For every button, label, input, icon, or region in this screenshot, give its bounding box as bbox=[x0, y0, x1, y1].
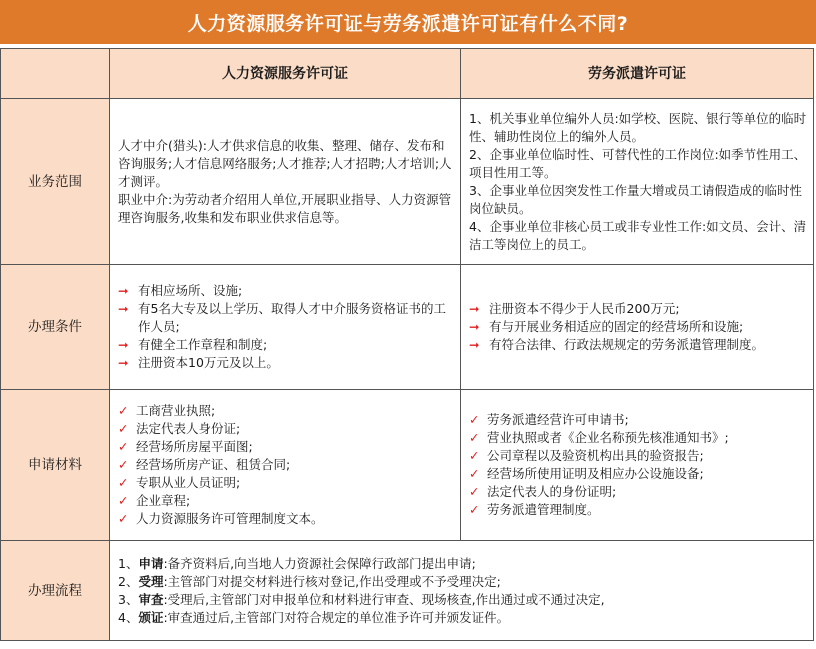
step-text: :备齐资料后,向当地人力资源社会保障行政部门提出申请; bbox=[163, 555, 476, 571]
scope-left-text: 职业中介:为劳动者介绍用人单位,开展职业指导、人力资源管理咨询服务,收集和发布职业供求信息等。 bbox=[118, 191, 452, 225]
list-item-text: 企业章程; bbox=[136, 493, 191, 508]
scope-left-cell bbox=[110, 99, 461, 265]
step-name: 审查 bbox=[138, 591, 164, 607]
check-icon: ✓ bbox=[118, 403, 129, 418]
arrow-icon: ➞ bbox=[118, 355, 129, 370]
header-row bbox=[1, 49, 814, 99]
page-title: 人力资源服务许可证与劳务派遣许可证有什么不同? bbox=[0, 0, 816, 44]
step-number: 1、 bbox=[118, 555, 139, 571]
list-item-text: 人力资源服务许可管理制度文本。 bbox=[136, 511, 324, 526]
corner-cell bbox=[1, 49, 110, 99]
list-item-text: 法定代表人的身份证明; bbox=[487, 484, 617, 499]
column-header-right: 劳务派遣许可证 bbox=[461, 49, 814, 99]
list-item bbox=[118, 336, 454, 354]
check-icon: ✓ bbox=[469, 448, 480, 463]
step-number: 3、 bbox=[118, 591, 139, 607]
check-icon: ✓ bbox=[118, 457, 129, 472]
process-step bbox=[118, 609, 807, 627]
list-item bbox=[469, 429, 807, 447]
conditions-right-cell bbox=[461, 265, 814, 390]
row-label-conditions: 办理条件 bbox=[1, 265, 110, 390]
check-icon: ✓ bbox=[118, 511, 129, 526]
list-item-text: 有5名大专及以上学历、取得人才中介服务资格证书的工作人员; bbox=[138, 301, 446, 334]
check-icon: ✓ bbox=[118, 475, 129, 490]
row-conditions bbox=[1, 265, 814, 390]
check-icon: ✓ bbox=[469, 484, 480, 499]
list-item-text: 注册资本不得少于人民币200万元; bbox=[489, 301, 680, 316]
step-name: 受理 bbox=[138, 573, 164, 589]
row-materials bbox=[1, 390, 814, 541]
list-item bbox=[118, 300, 454, 336]
process-step bbox=[118, 573, 807, 591]
step-number: 2、 bbox=[118, 573, 139, 589]
scope-right-cell bbox=[461, 99, 814, 265]
list-item bbox=[118, 420, 454, 438]
step-number: 4、 bbox=[118, 609, 139, 625]
scope-left-text: 人才中介(猎头):人才供求信息的收集、整理、储存、发布和咨询服务;人才信息网络服务;人才推荐;人才招聘;人才培训;人才测评。 bbox=[118, 137, 452, 189]
scope-right-text: 3、企事业单位因突发性工作量大增或员工请假造成的临时性岗位缺员。 bbox=[469, 182, 802, 216]
list-item-text: 劳务派遣经营许可申请书; bbox=[487, 412, 629, 427]
process-step bbox=[118, 555, 807, 573]
check-icon: ✓ bbox=[118, 421, 129, 436]
list-item bbox=[469, 465, 807, 483]
list-item-text: 专职从业人员证明; bbox=[136, 475, 241, 490]
list-item-text: 公司章程以及验资机构出具的验资报告; bbox=[487, 448, 704, 463]
check-icon: ✓ bbox=[469, 466, 480, 481]
scope-right-text: 4、企事业单位非核心员工或非专业性工作:如文员、会计、清洁工等岗位上的员工。 bbox=[469, 218, 807, 252]
list-item-text: 工商营业执照; bbox=[136, 403, 216, 418]
list-item bbox=[118, 492, 454, 510]
step-text: :主管部门对提交材料进行核对登记,作出受理或不予受理决定; bbox=[163, 573, 501, 589]
scope-right-text: 2、企事业单位临时性、可替代性的工作岗位:如季节性用工、项目性用工等。 bbox=[469, 146, 807, 180]
check-icon: ✓ bbox=[118, 439, 129, 454]
list-item-text: 法定代表人身份证; bbox=[136, 421, 241, 436]
list-item-text: 经营场所使用证明及相应办公设施设备; bbox=[487, 466, 704, 481]
step-name: 颁证 bbox=[138, 609, 164, 625]
list-item bbox=[118, 456, 454, 474]
comparison-table bbox=[0, 48, 814, 641]
list-item bbox=[469, 300, 807, 318]
materials-left-cell bbox=[110, 390, 461, 541]
process-cell bbox=[110, 541, 814, 641]
list-item-text: 有相应场所、设施; bbox=[138, 283, 243, 298]
check-icon: ✓ bbox=[118, 493, 129, 508]
row-process bbox=[1, 541, 814, 641]
row-label-process: 办理流程 bbox=[1, 541, 110, 641]
list-item bbox=[118, 510, 454, 528]
list-item-text: 注册资本10万元及以上。 bbox=[138, 355, 279, 370]
arrow-icon: ➞ bbox=[469, 337, 480, 352]
scope-right-text: 1、机关事业单位编外人员:如学校、医院、银行等单位的临时性、辅助性岗位上的编外人员。 bbox=[469, 110, 807, 144]
list-item-text: 有与开展业务相适应的固定的经营场所和设施; bbox=[489, 319, 744, 334]
arrow-icon: ➞ bbox=[118, 301, 129, 316]
list-item-text: 有符合法律、行政法规规定的劳务派遣管理制度。 bbox=[489, 337, 765, 352]
arrow-icon: ➞ bbox=[118, 283, 129, 298]
list-item bbox=[118, 282, 454, 300]
list-item bbox=[118, 438, 454, 456]
step-name: 申请 bbox=[138, 555, 164, 571]
step-text: :受理后,主管部门对申报单位和材料进行审查、现场核查,作出通过或不通过决定, bbox=[163, 591, 605, 607]
list-item-text: 经营场所房屋平面图; bbox=[136, 439, 253, 454]
list-item-text: 有健全工作章程和制度; bbox=[138, 337, 268, 352]
list-item-text: 经营场所房产证、租赁合同; bbox=[136, 457, 291, 472]
list-item bbox=[469, 411, 807, 429]
list-item-text: 劳务派遣管理制度。 bbox=[487, 502, 600, 517]
list-item-text: 营业执照或者《企业名称预先核准通知书》; bbox=[487, 430, 729, 445]
arrow-icon: ➞ bbox=[118, 337, 129, 352]
check-icon: ✓ bbox=[469, 502, 480, 517]
row-label-scope: 业务范围 bbox=[1, 99, 110, 265]
list-item bbox=[118, 402, 454, 420]
list-item bbox=[469, 447, 807, 465]
check-icon: ✓ bbox=[469, 412, 480, 427]
list-item bbox=[469, 336, 807, 354]
process-step bbox=[118, 591, 807, 609]
step-text: :审查通过后,主管部门对符合规定的单位准予许可并颁发证件。 bbox=[163, 609, 510, 625]
list-item bbox=[469, 501, 807, 519]
arrow-icon: ➞ bbox=[469, 301, 480, 316]
column-header-left: 人力资源服务许可证 bbox=[110, 49, 461, 99]
row-scope bbox=[1, 99, 814, 265]
conditions-left-cell bbox=[110, 265, 461, 390]
list-item bbox=[469, 483, 807, 501]
arrow-icon: ➞ bbox=[469, 319, 480, 334]
list-item bbox=[469, 318, 807, 336]
row-label-materials: 申请材料 bbox=[1, 390, 110, 541]
list-item bbox=[118, 474, 454, 492]
materials-right-cell bbox=[461, 390, 814, 541]
check-icon: ✓ bbox=[469, 430, 480, 445]
list-item bbox=[118, 354, 454, 372]
